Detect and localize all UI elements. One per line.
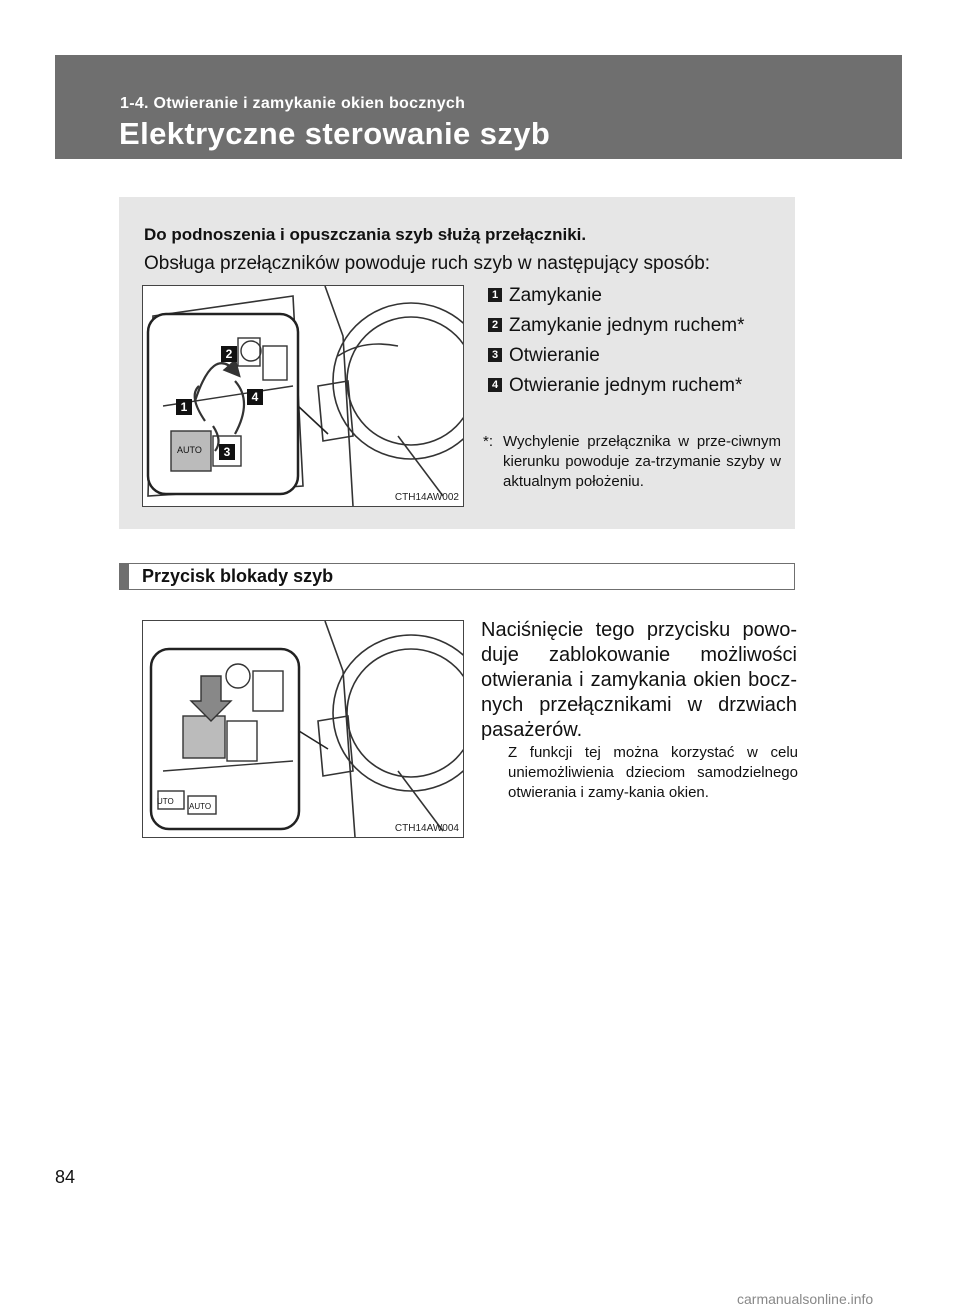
list-item <box>488 285 788 315</box>
callout-1 <box>176 399 192 415</box>
window-switch-illustration <box>142 285 464 507</box>
intro-lead: Do podnoszenia i opuszczania szyb służą przełączniki. <box>144 225 587 244</box>
list-item <box>488 345 788 375</box>
step-number: 3 <box>488 348 502 362</box>
figure-code: CTH14AW002 <box>394 492 459 503</box>
window-lock-illustration <box>142 620 464 838</box>
callout-4 <box>247 389 263 405</box>
window-lock-drawing <box>143 621 463 837</box>
step-number: 1 <box>488 288 502 302</box>
section-heading-bar <box>119 563 795 590</box>
footnote-text: Wychylenie przełącznika w prze-ciwnym kierunku powoduje za-trzymanie szyby w aktualnym położeniu. <box>503 433 781 490</box>
step-label: Otwieranie jednym ruchem* <box>509 375 743 396</box>
svg-text:1: 1 <box>180 400 188 414</box>
steps-list <box>488 285 788 405</box>
svg-text:2: 2 <box>225 347 233 361</box>
auto-switch-label: AUTO <box>177 445 202 455</box>
step-label: Zamykanie <box>509 285 602 306</box>
callout-3 <box>219 444 235 460</box>
heading-accent <box>120 564 129 589</box>
lock-description: Naciśnięcie tego przycisku powo-duje zablokowanie możliwości otwierania i zamykania okien bocz-nych przełącznikami w drzwiach pasażerów. <box>481 619 797 741</box>
svg-text:3: 3 <box>223 445 231 459</box>
window-switch-drawing <box>143 286 463 506</box>
watermark: carmanualsonline.info <box>737 1291 874 1307</box>
step-label: Zamykanie jednym ruchem* <box>509 315 745 336</box>
section-header <box>55 55 902 159</box>
switch-label-uto: UTO <box>157 797 174 806</box>
callout-2 <box>221 346 237 362</box>
footnote-mark: *: <box>483 433 494 450</box>
step-number: 4 <box>488 378 502 392</box>
lock-note: Z funkcji tej można korzystać w celu uniemożliwienia dzieciom samodzielnego otwierania i zamy-kania okien. <box>508 744 798 801</box>
figure-code: CTH14AW004 <box>394 823 459 834</box>
list-item <box>488 315 788 345</box>
page-title: Elektryczne sterowanie szyb <box>119 116 551 151</box>
step-number: 2 <box>488 318 502 332</box>
intro-sub: Obsługa przełączników powoduje ruch szyb w następujący sposób: <box>144 253 711 274</box>
section-subtitle: 1-4. Otwieranie i zamykanie okien bocznych <box>120 95 466 112</box>
step-label: Otwieranie <box>509 345 600 366</box>
page-number: 84 <box>55 1167 76 1187</box>
switch-label-auto: AUTO <box>189 802 212 811</box>
footnote <box>483 432 781 492</box>
section-heading: Przycisk blokady szyb <box>142 566 334 586</box>
list-item <box>488 375 788 405</box>
svg-text:4: 4 <box>251 390 259 404</box>
